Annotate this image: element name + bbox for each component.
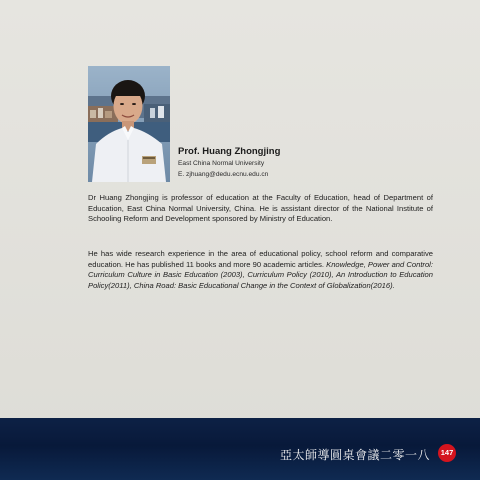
page-number-badge: 147	[438, 444, 456, 462]
profile-email: E. zjhuang@dedu.ecnu.edu.cn	[178, 171, 269, 178]
bio-paragraph-2-intro: He has wide research experience in the area of educational policy, school reform and comparative education. He has published 11 books and more 90 academic articles.	[88, 249, 433, 269]
bio-paragraph-1: Dr Huang Zhongjing is professor of education at the Faculty of Education, head of Department of Education, East China Normal University, China. He is assistant director of the National Institute of Schooling Reform and Development sponsored by Ministry of Education.	[88, 193, 433, 224]
conference-title: 亞太師導圓桌會議二零一八	[279, 448, 430, 462]
profile-affiliation: East China Normal University	[178, 160, 265, 167]
bio-paragraph-2	[88, 249, 433, 291]
profile-photo	[88, 66, 170, 182]
bio-selected-works: Knowledge, Power and Control: Curriculum Culture in Basic Education (2003), Curriculum Policy (2010), An Introduction to Education Policy(2011), China Road: Basic Educational Change in the Context of Globalization(2016).	[88, 259, 433, 290]
profile-name: Prof. Huang Zhongjing	[178, 146, 281, 157]
